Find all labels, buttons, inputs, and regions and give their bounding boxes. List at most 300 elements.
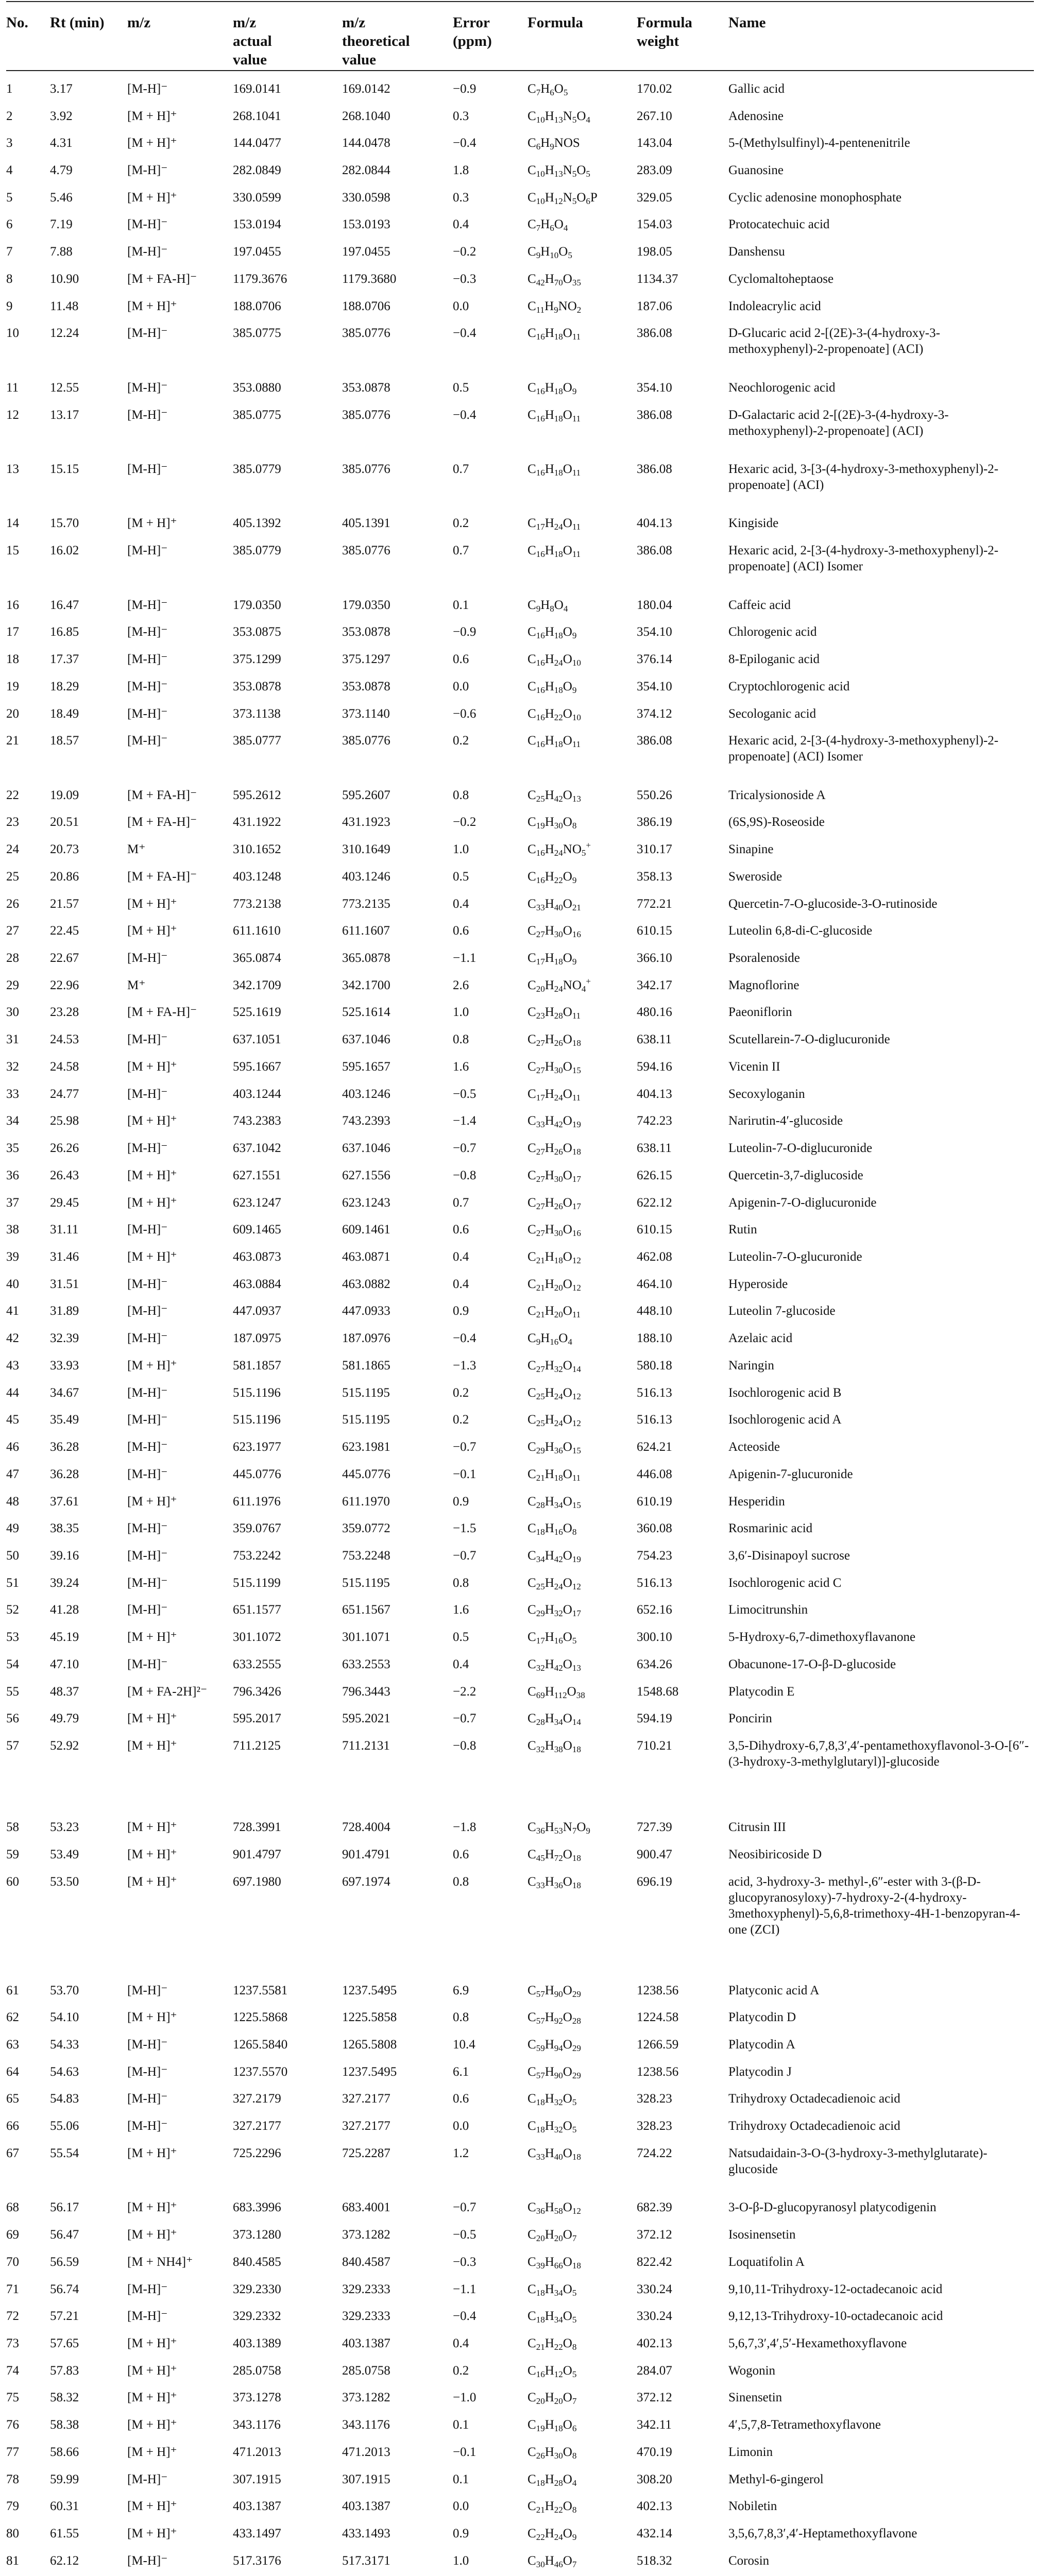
cell-err: 0.3: [453, 190, 469, 205]
cell-name: Secologanic acid: [728, 706, 816, 721]
cell-formula: $C_{22}H_{24}O_9$: [527, 2527, 577, 2543]
cell-act: 342.1709: [233, 978, 281, 992]
cell-no: 30: [6, 1005, 19, 1020]
cell-ion: [M + H]⁺: [127, 516, 177, 531]
table-row: [6, 543, 1034, 597]
cell-no: 79: [6, 2499, 19, 2514]
table-row: [6, 1466, 1034, 1494]
cell-fw: 404.13: [637, 516, 672, 531]
table-row: [6, 2037, 1034, 2064]
cell-theo: 385.0776: [342, 462, 390, 476]
cell-ion: [M + H]⁺: [127, 1250, 177, 1264]
cell-no: 11: [6, 380, 19, 395]
cell-no: 7: [6, 245, 13, 259]
cell-no: 15: [6, 544, 19, 558]
table-row: [6, 1494, 1034, 1521]
cell-rt: 54.10: [50, 2010, 79, 2025]
cell-theo: 385.0776: [342, 408, 390, 422]
cell-name: Luteolin-7-O-diglucuronide: [728, 1141, 873, 1156]
cell-theo: 403.1246: [342, 869, 390, 884]
cell-err: 0.4: [453, 2336, 469, 2350]
cell-rt: 3.17: [50, 81, 73, 96]
cell-fw: 1548.68: [637, 1684, 679, 1699]
cell-name: Narirutin-4′-glucoside: [728, 1114, 843, 1128]
cell-name: D-Glucaric acid 2-[(2E)-3-(4-hydroxy-3-methoxyphenyl)-2-propenoate] (ACI): [728, 326, 940, 357]
cell-no: 20: [6, 706, 19, 721]
cell-rt: 20.86: [50, 869, 79, 884]
cell-err: 0.0: [453, 679, 469, 693]
cell-formula: $C_{26}H_{30}O_8$: [527, 2445, 577, 2461]
cell-no: 16: [6, 598, 19, 612]
cell-theo: 353.0878: [342, 380, 390, 395]
cell-ion: [M + H]⁺: [127, 1168, 177, 1182]
cell-no: 35: [6, 1141, 19, 1156]
cell-rt: 16.02: [50, 544, 79, 558]
cell-err: −0.9: [453, 625, 477, 639]
cell-formula: $C_{20}H_{20}O_7$: [527, 2228, 577, 2244]
table-row: [6, 108, 1034, 135]
cell-no: 31: [6, 1032, 19, 1047]
table-row: [6, 1031, 1034, 1059]
cell-name: 9,12,13-Trihydroxy-10-octadecanoic acid: [728, 2309, 943, 2324]
cell-fw: 448.10: [637, 1304, 672, 1318]
cell-formula: $C_{25}H_{42}O_{13}$: [527, 788, 581, 804]
cell-formula: $C_{27}H_{30}O_{17}$: [527, 1168, 581, 1184]
cell-name: Luteolin 6,8-di-C-glucoside: [728, 924, 873, 938]
column-header-line: m/z: [233, 14, 257, 31]
cell-name: Trihydroxy Octadecadienoic acid: [728, 2119, 900, 2133]
cell-no: 59: [6, 1847, 19, 1861]
cell-theo: 375.1297: [342, 652, 390, 667]
cell-theo: 301.1071: [342, 1630, 390, 1645]
table-row: [6, 1195, 1034, 1222]
cell-ion: [M + H]⁺: [127, 2499, 177, 2514]
cell-name: Guanosine: [728, 163, 784, 178]
cell-theo: 373.1282: [342, 2228, 390, 2242]
cell-rt: 29.45: [50, 1195, 79, 1210]
cell-name: Corosin: [728, 2553, 770, 2568]
cell-formula: $C_{36}H_{53}N_7O_9$: [527, 1820, 590, 1836]
cell-fw: 358.13: [637, 869, 672, 884]
cell-name: Wogonin: [728, 2363, 776, 2378]
column-header-line: m/z: [127, 14, 151, 31]
cell-ion: [M + FA-H]⁻: [127, 272, 197, 286]
table-row: [6, 1303, 1034, 1330]
cell-err: 1.0: [453, 2553, 469, 2568]
column-header-line: theoretical: [342, 33, 410, 49]
cell-theo: 595.2021: [342, 1711, 390, 1726]
cell-formula: $C_{20}H_{24}NO_4^+$: [527, 976, 591, 994]
cell-err: 0.0: [453, 299, 469, 313]
cell-fw: 610.15: [637, 1223, 672, 1237]
cell-ion: [M + H]⁺: [127, 2445, 177, 2459]
cell-formula: $C_9H_8O_4$: [527, 598, 568, 614]
cell-err: −0.3: [453, 2255, 477, 2269]
cell-name: 5,6,7,3′,4′,5′-Hexamethoxyflavone: [728, 2336, 907, 2350]
cell-rt: 54.63: [50, 2064, 79, 2079]
cell-theo: 188.0706: [342, 299, 390, 313]
cell-theo: 403.1246: [342, 1087, 390, 1101]
cell-fw: 1266.59: [637, 2038, 679, 2052]
cell-fw: 154.03: [637, 217, 672, 232]
cell-act: 1265.5840: [233, 2038, 288, 2052]
table-row: [6, 1140, 1034, 1167]
cell-no: 74: [6, 2363, 19, 2378]
cell-theo: 651.1567: [342, 1603, 390, 1617]
table-row: [6, 706, 1034, 733]
cell-err: 0.0: [453, 2119, 469, 2133]
cell-ion: [M-H]⁻: [127, 951, 168, 965]
cell-ion: [M + NH4]⁺: [127, 2255, 193, 2269]
cell-act: 310.1652: [233, 842, 281, 857]
cell-err: 0.6: [453, 1847, 469, 1861]
cell-act: 327.2179: [233, 2092, 281, 2106]
cell-err: −0.5: [453, 1087, 477, 1101]
column-header-ion: [127, 13, 233, 32]
table-row: [6, 2227, 1034, 2254]
cell-fw: 342.11: [637, 2418, 672, 2432]
cell-act: 595.1667: [233, 1059, 281, 1074]
cell-act: 329.2332: [233, 2309, 281, 2324]
table-row: [6, 1113, 1034, 1140]
cell-ion: [M-H]⁻: [127, 1413, 168, 1427]
cell-theo: 329.2333: [342, 2282, 390, 2296]
cell-ion: [M-H]⁻: [127, 706, 168, 721]
cell-rt: 7.19: [50, 217, 73, 232]
cell-name: Protocatechuic acid: [728, 217, 830, 232]
cell-formula: $C_{27}H_{26}O_{17}$: [527, 1195, 581, 1211]
cell-theo: 359.0772: [342, 1521, 390, 1536]
cell-fw: 470.19: [637, 2445, 672, 2459]
cell-ion: [M-H]⁻: [127, 1440, 168, 1454]
cell-theo: 753.2248: [342, 1548, 390, 1563]
cell-rt: 24.53: [50, 1032, 79, 1047]
cell-err: −1.1: [453, 951, 477, 965]
cell-fw: 1134.37: [637, 272, 678, 286]
cell-ion: [M + H]⁺: [127, 1874, 177, 1889]
cell-rt: 39.24: [50, 1575, 79, 1590]
cell-err: −0.7: [453, 1548, 477, 1563]
cell-act: 403.1387: [233, 2499, 281, 2514]
cell-no: 76: [6, 2418, 19, 2432]
cell-ion: [M-H]⁻: [127, 1575, 168, 1590]
cell-fw: 610.19: [637, 1494, 672, 1509]
cell-act: 651.1577: [233, 1603, 281, 1617]
cell-err: 0.9: [453, 1304, 469, 1318]
cell-act: 353.0875: [233, 625, 281, 639]
cell-fw: 372.12: [637, 2228, 672, 2242]
cell-err: 0.2: [453, 1385, 469, 1400]
cell-no: 8: [6, 272, 13, 286]
cell-fw: 300.10: [637, 1630, 672, 1645]
cell-no: 21: [6, 734, 19, 748]
cell-name: Quercetin-7-O-glucoside-3-O-rutinoside: [728, 896, 938, 911]
cell-ion: [M + H]⁺: [127, 109, 177, 123]
cell-no: 36: [6, 1168, 19, 1182]
cell-act: 471.2013: [233, 2445, 281, 2459]
cell-no: 37: [6, 1195, 19, 1210]
cell-err: −0.4: [453, 1331, 477, 1346]
cell-fw: 354.10: [637, 380, 672, 395]
cell-act: 403.1244: [233, 1087, 281, 1101]
cell-name: Kingiside: [728, 516, 779, 531]
cell-formula: $C_{29}H_{32}O_{17}$: [527, 1603, 581, 1619]
cell-ion: [M + H]⁺: [127, 2146, 177, 2160]
cell-fw: 638.11: [637, 1032, 672, 1047]
cell-name: Neosibiricoside D: [728, 1847, 822, 1861]
cell-err: 0.1: [453, 598, 469, 612]
column-header-line: Formula: [527, 14, 583, 31]
cell-name: Natsudaidain-3-O-(3-hydroxy-3-methylglutarate)-glucoside: [728, 2146, 988, 2176]
cell-theo: 1179.3680: [342, 272, 397, 286]
cell-fw: 900.47: [637, 1847, 672, 1861]
cell-fw: 634.26: [637, 1657, 672, 1671]
cell-act: 169.0141: [233, 81, 281, 96]
cell-act: 623.1977: [233, 1440, 281, 1454]
cell-ion: [M + H]⁺: [127, 1820, 177, 1835]
cell-fw: 342.17: [637, 978, 672, 992]
cell-fw: 710.21: [637, 1739, 672, 1753]
cell-rt: 20.73: [50, 842, 79, 857]
cell-act: 633.2555: [233, 1657, 281, 1671]
cell-err: −0.2: [453, 815, 477, 829]
cell-act: 753.2242: [233, 1548, 281, 1563]
cell-fw: 626.15: [637, 1168, 672, 1182]
cell-err: −1.3: [453, 1358, 477, 1372]
cell-ion: [M + H]⁺: [127, 1195, 177, 1210]
cell-ion: M⁺: [127, 978, 146, 992]
cell-err: 0.9: [453, 1494, 469, 1509]
cell-ion: [M + H]⁺: [127, 1494, 177, 1509]
cell-name: Psoralenoside: [728, 951, 800, 965]
cell-no: 40: [6, 1277, 19, 1291]
cell-theo: 609.1461: [342, 1223, 390, 1237]
table-row: [6, 787, 1034, 815]
cell-name: Magnoflorine: [728, 978, 799, 992]
cell-err: 0.0: [453, 2499, 469, 2514]
cell-name: Isochlorogenic acid A: [728, 1413, 842, 1427]
table-row: [6, 1086, 1034, 1113]
cell-no: 50: [6, 1548, 19, 1563]
cell-act: 353.0880: [233, 380, 281, 395]
cell-formula: $C_{16}H_{18}O_{11}$: [527, 462, 581, 478]
cell-theo: 595.1657: [342, 1059, 390, 1074]
cell-err: −0.5: [453, 2228, 477, 2242]
column-header-line: Name: [728, 14, 766, 31]
cell-ion: [M + H]⁺: [127, 136, 177, 150]
cell-formula: $C_{10}H_{12}N_5O_6P$: [527, 190, 598, 206]
column-header-line: Rt (min): [50, 14, 105, 31]
cell-formula: $C_{33}H_{42}O_{19}$: [527, 1114, 581, 1130]
cell-formula: $C_{33}H_{36}O_{18}$: [527, 1874, 581, 1890]
cell-fw: 516.13: [637, 1385, 672, 1400]
cell-ion: [M-H]⁻: [127, 408, 168, 422]
cell-rt: 57.83: [50, 2363, 79, 2378]
cell-ion: [M + FA-H]⁻: [127, 815, 197, 829]
cell-ion: [M-H]⁻: [127, 1223, 168, 1237]
cell-ion: [M + H]⁺: [127, 2418, 177, 2432]
cell-name: Indoleacrylic acid: [728, 299, 821, 313]
table-row: [6, 135, 1034, 162]
cell-ion: [M-H]⁻: [127, 625, 168, 639]
cell-theo: 623.1981: [342, 1440, 390, 1454]
cell-name: Quercetin-3,7-diglucoside: [728, 1168, 863, 1182]
cell-fw: 822.42: [637, 2255, 672, 2269]
cell-theo: 433.1493: [342, 2527, 390, 2541]
cell-no: 80: [6, 2527, 19, 2541]
cell-rt: 53.23: [50, 1820, 79, 1835]
cell-formula: $C_{21}H_{18}O_{11}$: [527, 1467, 581, 1483]
cell-theo: 471.2013: [342, 2445, 390, 2459]
cell-err: −0.7: [453, 2200, 477, 2215]
cell-name: Sinensetin: [728, 2391, 782, 2405]
cell-fw: 610.15: [637, 924, 672, 938]
cell-theo: 463.0882: [342, 1277, 390, 1291]
table-row: [6, 869, 1034, 896]
cell-no: 58: [6, 1820, 19, 1835]
cell-rt: 12.55: [50, 380, 79, 395]
cell-theo: 840.4587: [342, 2255, 390, 2269]
cell-act: 385.0775: [233, 408, 281, 422]
cell-no: 55: [6, 1684, 19, 1699]
cell-ion: [M-H]⁻: [127, 652, 168, 667]
cell-name: Citrusin III: [728, 1820, 786, 1835]
cell-name: Rutin: [728, 1223, 757, 1237]
table-row: [6, 2199, 1034, 2227]
cell-theo: 683.4001: [342, 2200, 390, 2215]
cell-ion: [M + H]⁺: [127, 1711, 177, 1726]
cell-theo: 637.1046: [342, 1141, 390, 1156]
cell-act: 285.0758: [233, 2363, 281, 2378]
cell-ion: [M + H]⁺: [127, 1739, 177, 1753]
cell-act: 623.1247: [233, 1195, 281, 1210]
cell-theo: 385.0776: [342, 326, 390, 341]
cell-act: 581.1857: [233, 1358, 281, 1372]
cell-name: Danshensu: [728, 245, 785, 259]
cell-rt: 55.06: [50, 2119, 79, 2133]
table-row: [6, 1412, 1034, 1439]
cell-fw: 386.08: [637, 326, 672, 341]
cell-act: 188.0706: [233, 299, 281, 313]
cell-act: 840.4585: [233, 2255, 281, 2269]
cell-act: 637.1051: [233, 1032, 281, 1047]
cell-rt: 37.61: [50, 1494, 79, 1509]
cell-fw: 180.04: [637, 598, 672, 612]
cell-ion: [M-H]⁻: [127, 2038, 168, 2052]
cell-name: 3,5-Dihydroxy-6,7,8,3′,4′-pentamethoxyflavonol-3-O-[6″-(3-hydroxy-3-methylglutaryl)]-glucoside: [728, 1739, 1029, 1769]
cell-formula: $C_{42}H_{70}O_{35}$: [527, 272, 581, 288]
cell-ion: [M + H]⁺: [127, 2391, 177, 2405]
cell-ion: [M + H]⁺: [127, 1630, 177, 1645]
cell-fw: 518.32: [637, 2553, 672, 2568]
cell-formula: $C_{16}H_{12}O_5$: [527, 2363, 577, 2379]
cell-name: Neochlorogenic acid: [728, 380, 836, 395]
table-row: [6, 814, 1034, 841]
cell-ion: [M-H]⁻: [127, 2472, 168, 2486]
cell-ion: [M-H]⁻: [127, 1141, 168, 1156]
cell-fw: 360.08: [637, 1521, 672, 1536]
cell-theo: 611.1607: [342, 924, 390, 938]
cell-formula: $C_{36}H_{58}O_{12}$: [527, 2200, 581, 2216]
cell-act: 515.1196: [233, 1413, 281, 1427]
cell-theo: 310.1649: [342, 842, 390, 857]
cell-formula: $C_{21}H_{20}O_{11}$: [527, 1304, 581, 1320]
table-row: [6, 1276, 1034, 1303]
cell-ion: [M + H]⁺: [127, 1847, 177, 1861]
cell-err: 0.8: [453, 788, 469, 802]
table-row: [6, 597, 1034, 624]
table-row: [6, 380, 1034, 407]
cell-act: 433.1497: [233, 2527, 281, 2541]
cell-fw: 386.08: [637, 734, 672, 748]
cell-theo: 623.1243: [342, 1195, 390, 1210]
cell-rt: 5.46: [50, 190, 73, 205]
cell-rt: 19.09: [50, 788, 79, 802]
cell-err: 0.8: [453, 1575, 469, 1590]
cell-name: 8-Epiloganic acid: [728, 652, 820, 667]
cell-fw: 638.11: [637, 1141, 672, 1156]
cell-fw: 464.10: [637, 1277, 672, 1291]
cell-name: Isochlorogenic acid C: [728, 1575, 842, 1590]
table-row: [6, 2335, 1034, 2363]
cell-act: 525.1619: [233, 1005, 281, 1020]
cell-fw: 624.21: [637, 1440, 672, 1454]
cell-name: Sweroside: [728, 869, 782, 884]
cell-act: 1237.5570: [233, 2064, 288, 2079]
cell-rt: 59.99: [50, 2472, 79, 2486]
cell-ion: [M-H]⁻: [127, 1983, 168, 1997]
cell-rt: 45.19: [50, 1630, 79, 1645]
cell-formula: $C_{18}H_{32}O_5$: [527, 2092, 577, 2108]
cell-name: Caffeic acid: [728, 598, 791, 612]
cell-theo: 595.2607: [342, 788, 390, 802]
cell-name: Azelaic acid: [728, 1331, 793, 1346]
table-row: [6, 2308, 1034, 2335]
cell-theo: 197.0455: [342, 245, 390, 259]
cell-rt: 39.16: [50, 1548, 79, 1563]
cell-no: 33: [6, 1087, 19, 1101]
table-row: [6, 1548, 1034, 1575]
cell-fw: 772.21: [637, 896, 672, 911]
cell-name: Limocitrunshin: [728, 1603, 808, 1617]
cell-theo: 463.0871: [342, 1250, 390, 1264]
cell-act: 728.3991: [233, 1820, 281, 1835]
cell-err: −0.8: [453, 1739, 477, 1753]
cell-err: −2.2: [453, 1684, 477, 1699]
cell-act: 405.1392: [233, 516, 281, 531]
table-row: [6, 1846, 1034, 1874]
cell-theo: 1237.5495: [342, 2064, 397, 2079]
cell-rt: 11.48: [50, 299, 79, 313]
cell-formula: $C_{25}H_{24}O_{12}$: [527, 1575, 581, 1591]
cell-ion: [M-H]⁻: [127, 1032, 168, 1047]
cell-formula: $C_{18}H_{32}O_5$: [527, 2119, 577, 2135]
cell-formula: $C_{21}H_{22}O_8$: [527, 2336, 577, 2352]
cell-name: Nobiletin: [728, 2499, 777, 2514]
cell-rt: 57.21: [50, 2309, 79, 2324]
table-row: [6, 1358, 1034, 1385]
table-row: [6, 1684, 1034, 1711]
table-row: [6, 2389, 1034, 2417]
cell-err: 1.6: [453, 1059, 469, 1074]
cell-formula: $C_{25}H_{24}O_{12}$: [527, 1385, 581, 1401]
cell-no: 56: [6, 1711, 19, 1726]
cell-formula: $C_{45}H_{72}O_{18}$: [527, 1847, 581, 1863]
cell-rt: 56.47: [50, 2228, 79, 2242]
table-row: [6, 2009, 1034, 2037]
cell-fw: 727.39: [637, 1820, 672, 1835]
cell-theo: 268.1040: [342, 109, 390, 123]
